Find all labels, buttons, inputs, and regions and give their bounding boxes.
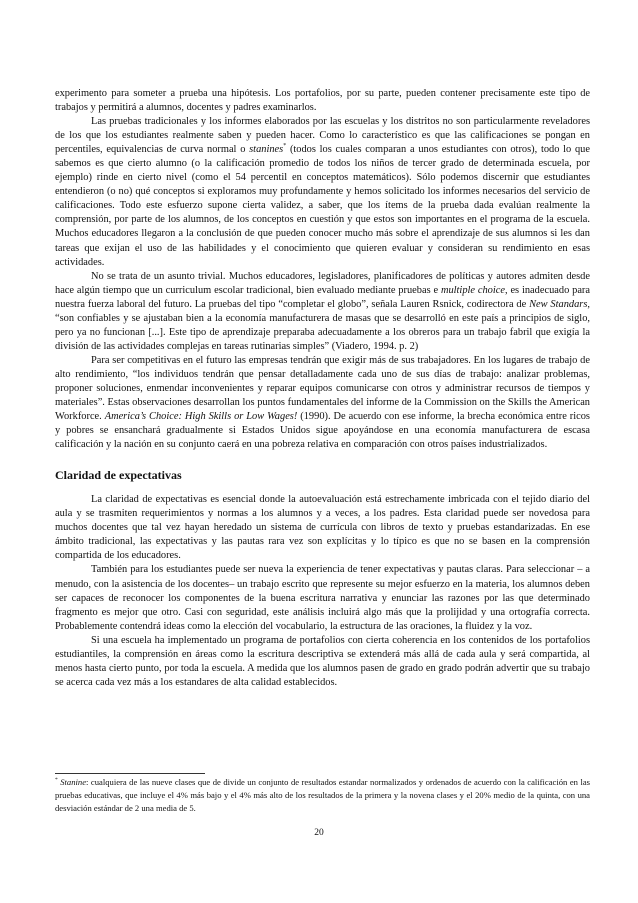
paragraph-4-text-a: Para ser competitivas en el futuro las empresas tendrán que exigir más de sus trabajadores. En los lugares de trabajo de alto rendimiento, “los individuos tendrán que pensar detalladamente cada uno de sus días de trabajo: analizar problemas, proponer soluciones, enmendar inconvenientes y reparar equipos comunicarse con otros y administrar recursos de tiempos y materiales”. Estas observaciones desarrollan los puntos fundamentales del informe de la Commission on the Skills the American Workforce.: [55, 354, 590, 423]
paragraph-2-text-a: Las pruebas tradicionales y los informes elaborados por las escuelas y los distritos no son particularmente reveladores de los que los estudiantes realmente saben y pueden hacer. Como lo característico es que las calificaciones se pongan en percentiles, equivalencias de curva normal o: [55, 116, 590, 156]
paragraph-7: [55, 634, 590, 690]
paragraph-4-text-b: (1990). De acuerdo con ese informe, la brecha económica entre ricos y pobres se ensanchará gradualmente si Estados Unidos sigue apoyándose en una economía manufacturera de escasa calificación y la nación en su conjunto caerá en una pobreza relativa en comparación con otros países industrializados.: [55, 411, 590, 451]
paragraph-4: [55, 354, 590, 452]
stanines-term: stanines: [249, 144, 284, 156]
section-heading: Claridad de expectativas: [55, 468, 182, 483]
footnote: [55, 776, 590, 816]
paragraph-3-text-c: , “son confiables y se ajustaban bien a la economía manufacturera de masas que se desarrolló en este país a principios de siglo, pero ya no funcionan [...]. Este tipo de aprendizaje preparaba adecuadamente a los obreros para un trabajo fabril que exigía la división de las actividades complejas en tareas rutinarias simples” (Viadero, 1994. p. 2): [55, 298, 590, 352]
footnote-term: Stanine: [60, 777, 87, 787]
paragraph-1: [55, 87, 590, 115]
footnote-text: : cualquiera de las nueve clases que de divide un conjunto de resultados estandar normalizados y ordenados de acuerdo con la calificación en las pruebas educativas, que incluye el 4% más bajo y el 4% más alto de los resultados de la primera y la novena clases y el 20% medio de la quinta, con una desviación estándar de 2 una media de 5.: [55, 777, 590, 814]
footnote-marker: *: [283, 143, 287, 150]
footnote-divider: [55, 773, 205, 774]
page-number: 20: [314, 828, 324, 838]
paragraph-2: [55, 115, 590, 270]
paragraph-3-text-b: , es inadecuado para nuestra fuerza laboral del futuro. La pruebas del tipo “completar el globo”, señala Lauren Rsnick, codirectora de: [55, 284, 590, 310]
report-title: America’s Choice: High Skills or Low Wages!: [104, 411, 298, 423]
multiple-choice-term: multiple choice: [440, 284, 505, 296]
footnote-symbol: *: [55, 777, 58, 783]
paragraph-7-text: Si una escuela ha implementado un programa de portafolios con cierta coherencia en los contenidos de los portafolios estudiantiles, la comprensión en áreas como la escritura descriptiva se extenderá más allá de cada aula y será compartida, al menos hasta cierto punto, por toda la escuela. A medida que los alumnos pasen de grado en grado podrán advertir que su trabajo se acerca cada vez más a los estandares de alta calidad establecidos.: [55, 634, 590, 688]
paragraph-2-text-b: (todos los cuales comparan a unos estudiantes con otros), todo lo que sabemos es que cierto alumno (o la calificación promedio de todos los niños de tercer grado de determinada escuela, por ejemplo) rinde en cierto nivel (como el 54 percentil en conceptos matemáticos). Sólo podemos discernir que estudiantes entendieron (o no) qué conceptos si exploramos muy profundamente y hemos solicitado los informes necesarios del servicio de calificaciones. Todo este esfuerzo supone cierta validez, a saber, que los ítems de la prueba dada evalúan realmente la comprensión, por parte de los alumnos, de los conceptos en cuestión y que estos son importantes en el programa de la escuela. Muchos educadores llegaron a la conclusión de que pueden conocer mucho más sobre el aprendizaje de sus alumnos si les dan tareas que exijan el uso de las habilidades y el conocimiento que quieren evaluar y consideran su rendimiento en esas actividades.: [55, 144, 590, 268]
paragraph-1-text: experimento para someter a prueba una hipótesis. Los portafolios, por su parte, pueden contener precisamente este tipo de trabajos y permitirá a alumnos, docentes y padres examinarlos.: [55, 88, 590, 114]
new-standars-title: New Standars: [529, 298, 588, 310]
paragraph-6: [55, 563, 590, 633]
paragraph-3: [55, 270, 590, 354]
body-text: [55, 87, 590, 690]
paragraph-5: [55, 493, 590, 563]
paragraph-3-text-a: No se trata de un asunto trivial. Muchos educadores, legisladores, planificadores de políticas y autores admiten desde hace algún tiempo que un curriculum escolar tradicional, bien evaluado mediante pruebas e: [55, 270, 590, 296]
paragraph-5-text: La claridad de expectativas es esencial donde la autoevaluación está estrechamente imbricada con el tejido diario del aula y se trasmiten requerimientos y normas a los alumnos y a veces, a los padres. Esta claridad puede ser novedosa para muchos docentes que tal vez hayan heredado un sistema de currícula con libros de texto y pruebas estandarizadas. En ese ámbito tradicional, las expectativas y las pautas rara vez son explícitas y lo típico es que no se basen en la comprensión compartida de los educadores.: [55, 494, 590, 562]
paragraph-6-text: También para los estudiantes puede ser nueva la experiencia de tener expectativas y pautas claras. Para seleccionar – a menudo, con la asistencia de los docentes– un trabajo escrito que represente su mejor esfuerzo en la materia, los alumnos deben ser capaces de reconocer los componentes de la buena escritura narrativa y enunciar las razones por las que determinado fragmento es mejor que otro. Casi con seguridad, este análisis incluirá algo más que la prolijidad y una ortografía correcta. Probablemente contendrá ideas como la elección del vocabulario, la estructura de las oraciones, la fluidez y la voz.: [55, 564, 590, 632]
